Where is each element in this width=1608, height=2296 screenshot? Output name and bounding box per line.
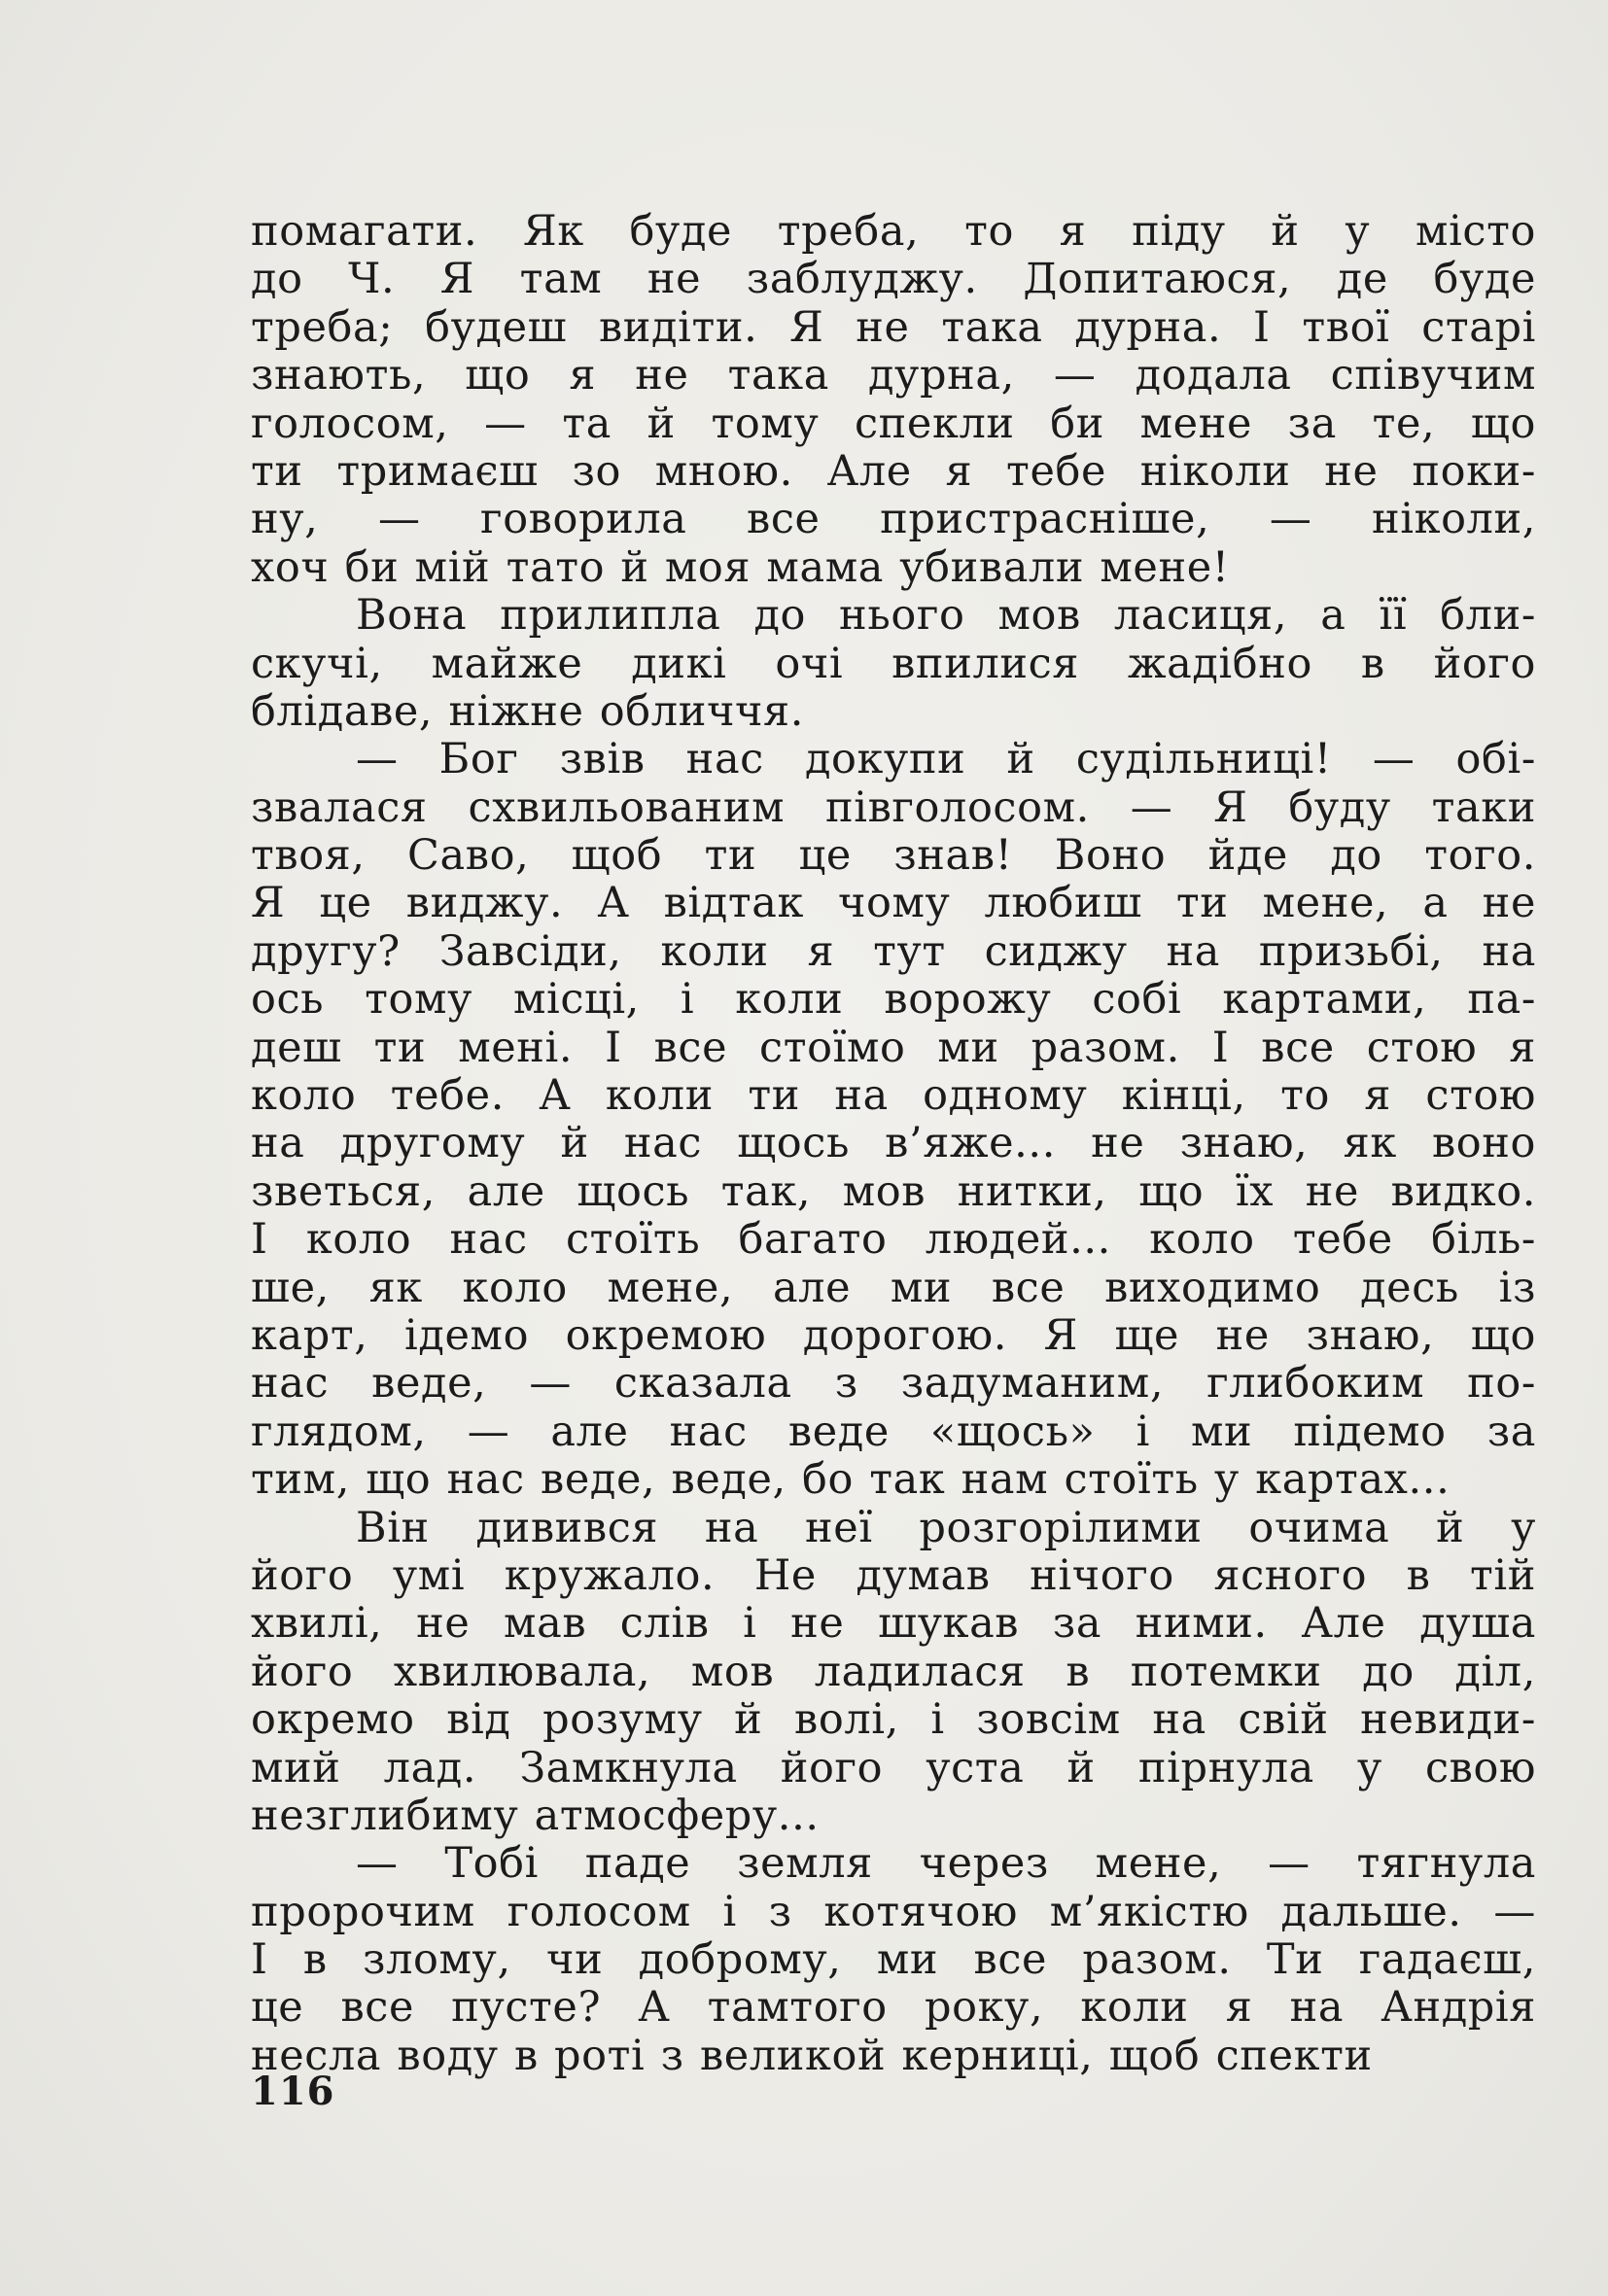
text-line: І в злому, чи доброму, ми все разом. Ти гадаєш, bbox=[251, 1936, 1536, 1985]
text-line: ну, — говорила все пристрасніше, — ніколи, bbox=[251, 496, 1536, 544]
text-line: Він дивився на неї розгорілими очима й у bbox=[356, 1504, 1536, 1552]
text-line: несла воду в роті з великой керниці, щоб спекти bbox=[251, 2032, 1373, 2080]
text-line: на другому й нас щось в’яже... не знаю, як воно bbox=[251, 1120, 1536, 1168]
text-line: тим, що нас веде, веде, бо так нам стоїть у картах... bbox=[251, 1456, 1451, 1505]
text-line: помагати. Як буде треба, то я піду й у місто bbox=[251, 208, 1536, 256]
text-line: ти тримаєш зо мною. Але я тебе ніколи не поки- bbox=[251, 447, 1536, 496]
text-line: ше, як коло мене, але ми все виходимо десь із bbox=[251, 1264, 1536, 1312]
text-line: пророчим голосом і з котячою м’якістю дальше. — bbox=[251, 1888, 1536, 1936]
page-number: 116 bbox=[251, 2069, 335, 2114]
text-line: голосом, — та й тому спекли би мене за те, що bbox=[251, 400, 1536, 448]
text-line: окремо від розуму й волі, і зовсім на свій невиди- bbox=[251, 1696, 1536, 1745]
text-line: знають, що я не така дурна, — додала співучим bbox=[251, 352, 1536, 400]
text-line: нас веде, — сказала з задуманим, глибоким по- bbox=[251, 1360, 1536, 1409]
text-line: деш ти мені. І все стоїмо ми разом. І все стою я bbox=[251, 1024, 1536, 1072]
text-line: І коло нас стоїть багато людей... коло тебе біль- bbox=[251, 1216, 1536, 1265]
text-line: це все пусте? А тамтого року, коли я на Андрія bbox=[251, 1984, 1536, 2033]
text-line: звалася схвильованим півголосом. — Я буду таки bbox=[251, 783, 1536, 832]
text-line: твоя, Саво, щоб ти це знав! Воно йде до того. bbox=[251, 832, 1536, 881]
text-line: до Ч. Я там не заблуджу. Допитаюся, де буде bbox=[251, 256, 1536, 304]
text-line: коло тебе. А коли ти на одному кінці, то я стою bbox=[251, 1072, 1536, 1121]
text-line: треба; будеш видіти. Я не така дурна. І твої старі bbox=[251, 303, 1536, 352]
text-line: — Тобі паде земля через мене, — тягнула bbox=[356, 1840, 1536, 1889]
text-line: — Бог звів нас докупи й судільниці! — обі- bbox=[356, 736, 1536, 784]
text-line: Вона прилипла до нього мов ласиця, а її бли- bbox=[356, 592, 1536, 641]
text-line: карт, ідемо окремою дорогою. Я ще не знаю, що bbox=[251, 1311, 1536, 1360]
page-text bbox=[251, 208, 1536, 2080]
text-line: зветься, але щось так, мов нитки, що їх не видко. bbox=[251, 1167, 1536, 1216]
text-line: глядом, — але нас веде «щось» і ми підемо за bbox=[251, 1408, 1536, 1456]
text-line: його хвилювала, мов ладилася в потемки до діл, bbox=[251, 1648, 1536, 1696]
text-line: хвилі, не мав слів і не шукав за ними. Але душа bbox=[251, 1600, 1536, 1649]
text-line: хоч би мій тато й моя мама убивали мене! bbox=[251, 543, 1230, 592]
text-line: незглибиму атмосферу... bbox=[251, 1792, 820, 1840]
text-line: мий лад. Замкнула його уста й пірнула у свою bbox=[251, 1744, 1536, 1792]
text-line: його умі кружало. Не думав нічого ясного в тій bbox=[251, 1551, 1536, 1600]
text-line: ось тому місці, і коли ворожу собі картами, па- bbox=[251, 976, 1536, 1025]
text-line: скучі, майже дикі очі впилися жадібно в його bbox=[251, 640, 1536, 688]
text-line: Я це виджу. А відтак чому любиш ти мене, а не bbox=[251, 880, 1536, 928]
text-line: блідаве, ніжне обличчя. bbox=[251, 687, 805, 736]
text-line: другу? Завсіди, коли я тут сиджу на призьбі, на bbox=[251, 927, 1536, 976]
